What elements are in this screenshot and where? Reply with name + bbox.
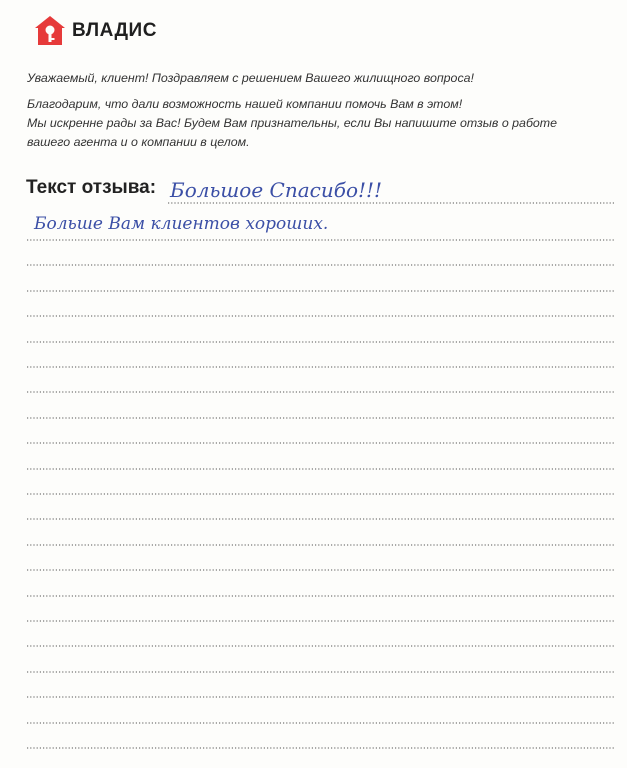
brand-name: ВЛАДИС (72, 20, 157, 41)
handwritten-review-line: Большое Спасибо!!! (170, 178, 383, 202)
thanks-line: Мы искренне рады за Вас! Будем Вам признательны, если Вы напишите отзыв о работе (27, 116, 558, 130)
thanks-line: вашего агента и о компании в целом. (27, 135, 250, 149)
greeting-text: Уважаемый, клиент! Поздравляем с решением Вашего жилищного вопроса! (27, 71, 474, 85)
handwritten-review-line: Больше Вам клиентов хороших. (34, 214, 329, 234)
review-label: Текст отзыва: (26, 177, 157, 198)
thanks-line: Благодарим, что дали возможность нашей компании помочь Вам в этом! (27, 97, 463, 111)
